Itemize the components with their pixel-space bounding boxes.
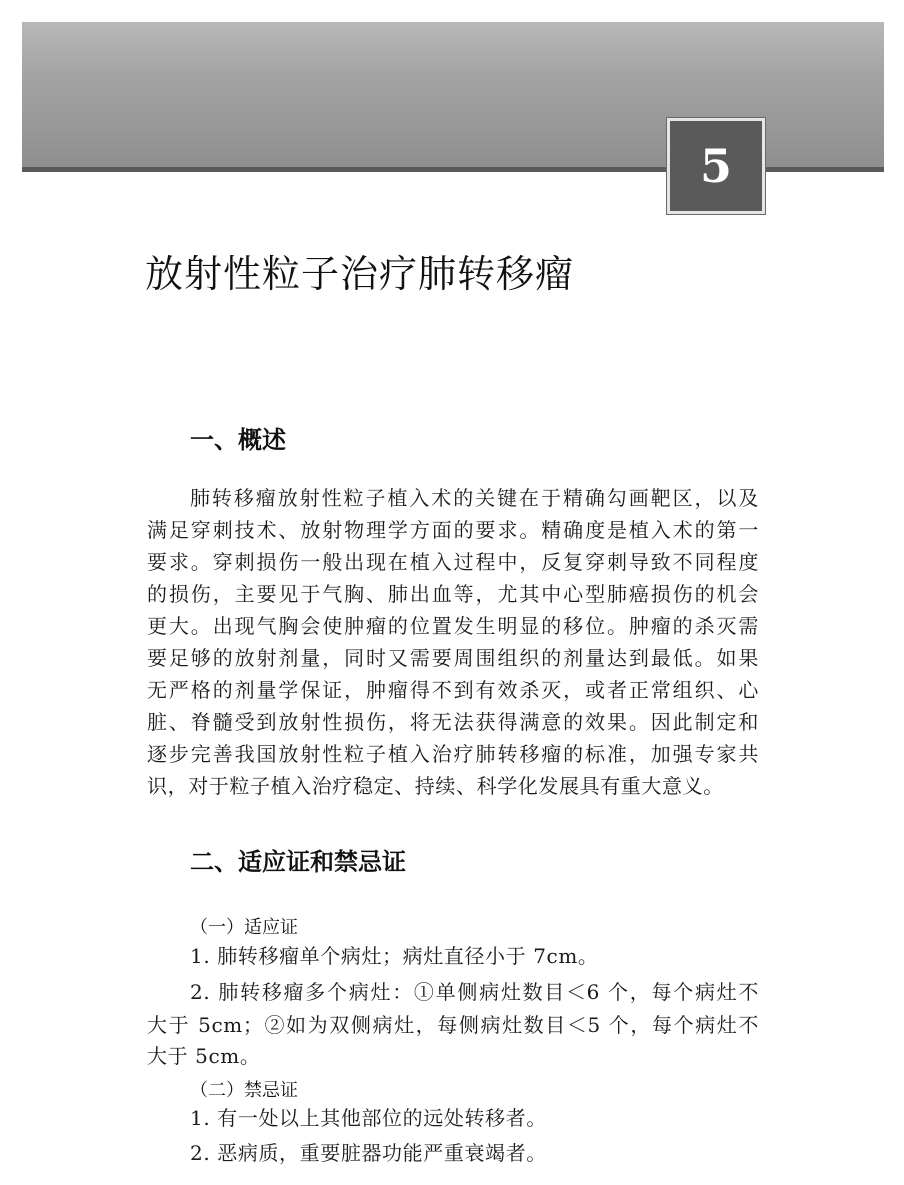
paragraph-line: 识，对于粒子植入治疗稳定、持续、科学化发展具有重大意义。 [147, 774, 724, 798]
list-item: 2. 肺转移瘤多个病灶：①单侧病灶数目＜6 个，每个病灶不 [190, 980, 759, 1004]
list-item-continuation: 大于 5cm。 [147, 1044, 261, 1068]
paragraph-line: 脏、脊髓受到放射性损伤，将无法获得满意的效果。因此制定和 [147, 710, 759, 734]
chapter-number-badge: 5 [667, 118, 765, 214]
paragraph-line: 肺转移瘤放射性粒子植入术的关键在于精确勾画靶区，以及 [190, 486, 759, 510]
paragraph-line: 无严格的剂量学保证，肿瘤得不到有效杀灭，或者正常组织、心 [147, 678, 759, 702]
paragraph-line: 要足够的放射剂量，同时又需要周围组织的剂量达到最低。如果 [147, 646, 759, 670]
list-item-continuation: 大于 5cm；②如为双侧病灶，每侧病灶数目＜5 个，每个病灶不 [147, 1013, 759, 1037]
subheading-indications: （一）适应证 [190, 917, 298, 938]
section-heading-overview: 一、概述 [190, 425, 286, 454]
list-item: 1. 肺转移瘤单个病灶；病灶直径小于 7cm。 [190, 944, 599, 968]
chapter-title: 放射性粒子治疗肺转移瘤 [145, 252, 575, 296]
subheading-contraindications: （二）禁忌证 [190, 1080, 298, 1101]
paragraph-line: 更大。出现气胸会使肿瘤的位置发生明显的移位。肿瘤的杀灭需 [147, 614, 759, 638]
paragraph-line: 的损伤，主要见于气胸、肺出血等，尤其中心型肺癌损伤的机会 [147, 582, 759, 606]
list-item: 1. 有一处以上其他部位的远处转移者。 [190, 1106, 547, 1130]
section-heading-indications: 二、适应证和禁忌证 [190, 847, 406, 876]
paragraph-line: 满足穿刺技术、放射物理学方面的要求。精确度是植入术的第一 [147, 518, 759, 542]
paragraph-line: 要求。穿刺损伤一般出现在植入过程中，反复穿刺导致不同程度 [147, 550, 759, 574]
paragraph-line: 逐步完善我国放射性粒子植入治疗肺转移瘤的标准，加强专家共 [147, 742, 759, 766]
list-item: 2. 恶病质，重要脏器功能严重衰竭者。 [190, 1141, 547, 1165]
